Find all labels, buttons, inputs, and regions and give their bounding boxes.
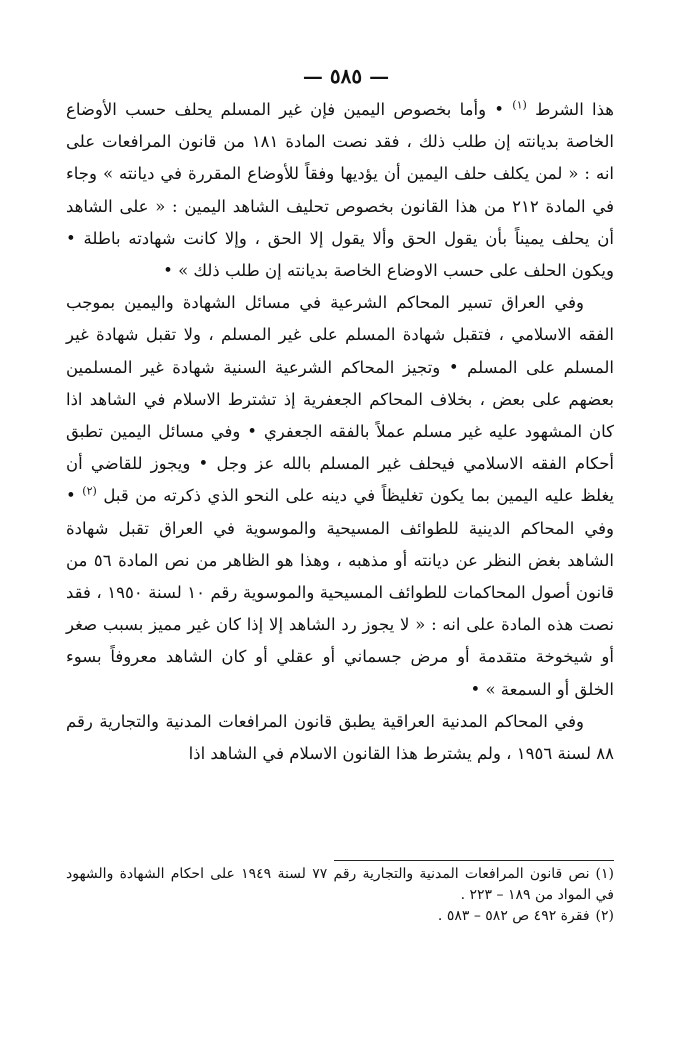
main-text — [66, 94, 614, 770]
footnotes — [66, 864, 614, 927]
footnote-ref[interactable]: (١) — [512, 98, 527, 112]
paragraph — [66, 706, 614, 770]
footnote-marker: (٢) — [595, 908, 614, 924]
footnote-text: فقرة ٤٩٢ ص ٥٨٢ – ٥٨٣ . — [437, 908, 590, 924]
paragraph-text: هذا الشرط — [535, 100, 614, 119]
paragraph-text: وفي المحاكم المدنية العراقية يطبق قانون المرافعات المدنية والتجارية رقم ٨٨ لسنة ١٩٥٦ ، ولم يشترط هذا القانون الاسلام في الشاهد اذا — [66, 711, 614, 764]
footnote-divider — [334, 860, 614, 861]
footnote — [66, 864, 614, 906]
page-number: — ٥٨٥ — — [302, 64, 390, 88]
paragraph — [66, 287, 614, 706]
footnote — [66, 906, 614, 927]
paragraph-text: وفي العراق تسير المحاكم الشرعية في مسائل الشهادة واليمين بموجب الفقه الاسلامي ، فتقبل شهادة المسلم على غير المسلم ، ولا تقبل شهادة غير المسلم على المسلم • وتجيز المحاكم الشرعية السنية شهادة غير المسلمين بعضهم على بعض ، بخلاف المحاكم الجعفرية إذ تشترط الاسلام في الشاهد اذا كان المشهود عليه غير مسلم عملاً بالفقه الجعفري • وفي مسائل اليمين تطبق أحكام الفقه الاسلامي فيحلف غير المسلم بالله عز وجل • ويجوز للقاضي أن يغلظ عليه اليمين بما يكون تغليظاً في دينه على النحو الذي ذكرته من قبل — [66, 293, 615, 506]
paragraph-text: • وفي المحاكم الدينية للطوائف المسيحية والموسوية في العراق تقبل شهادة الشاهد بغض النظر عن ديانته أو مذهبه ، وهذا هو الظاهر من نص المادة ٥٦ من قانون أصول المحاكمات للطوائف المسيحية والموسوية رقم ١٠ لسنة ١٩٥٠ ، فقد نصت هذه المادة على انه : « لا يجوز رد الشاهد إلا إذا كان غير مميز بسبب صغر أو شيخوخة متقدمة أو مرض جسماني أو عقلي أو كان الشاهد معروفاً بسوء الخلق أو السمعة » • — [66, 486, 614, 699]
paragraph-text: • وأما بخصوص اليمين فإن غير المسلم يحلف حسب الأوضاع الخاصة بديانته إن طلب ذلك ، فقد نصت المادة ١٨١ من قانون المرافعات على انه : « لمن يكلف حلف اليمين أن يؤديها وفقاً للأوضاع المقررة في ديانته » وجاء في المادة ٢١٢ من هذا القانون بخصوص تحليف الشاهد اليمين : « على الشاهد أن يحلف يميناً بأن يقول الحق وألا يقول إلا الحق ، وإلا كانت شهادته باطلة • ويكون الحلف على حسب الاوضاع الخاصة بديانته إن طلب ذلك » • — [66, 100, 615, 281]
footnote-marker: (١) — [595, 866, 614, 882]
footnote-ref[interactable]: (٢) — [82, 484, 97, 498]
paragraph — [66, 94, 614, 287]
footnote-text: نص قانون المرافعات المدنية والتجارية رقم ٧٧ لسنة ١٩٤٩ على احكام الشهادة والشهود في المواد من ١٨٩ – ٢٢٣ . — [66, 866, 614, 903]
